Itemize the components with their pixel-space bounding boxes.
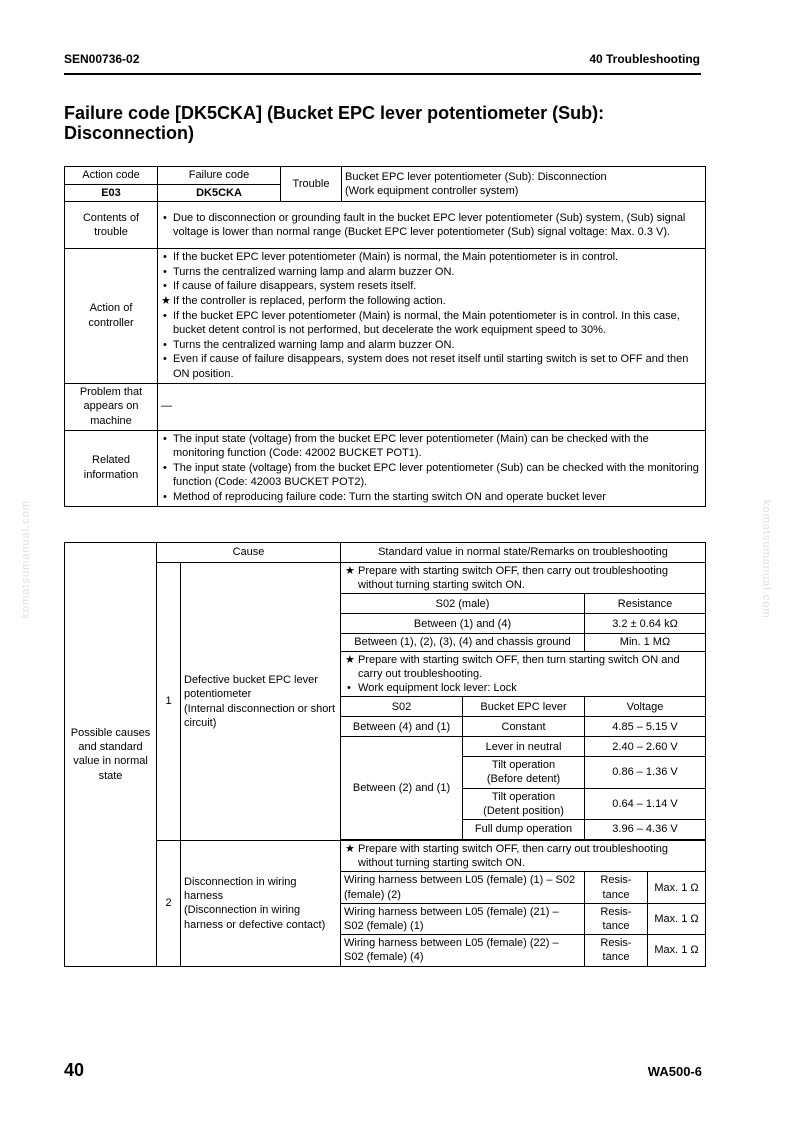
page-number: 40 <box>64 1060 85 1080</box>
action-item: • If the bucket EPC lever potentiometer (Main) is normal, the Main potentiometer is in control. <box>161 250 702 265</box>
cause-description: Defective bucket EPC lever potentiometer (Internal disconnection or short circuit) <box>181 563 341 841</box>
voltage-col-lever: Bucket EPC lever <box>463 697 585 717</box>
action-item: • If cause of failure disappears, system resets itself. <box>161 279 702 294</box>
action-item: • Even if cause of failure disappears, system does not reset itself until starting switch is set to OFF and then ON position. <box>161 352 702 381</box>
section-title: 40 Troubleshooting <box>589 52 700 66</box>
voltage-cell: 0.64 – 1.14 V <box>585 788 706 819</box>
harness-cell: Wiring harness between L05 (female) (22) – S02 (female) (4) <box>341 935 585 966</box>
resistance-col-resistance: Resistance <box>585 594 706 614</box>
voltage-cell: Tilt operation (Detent position) <box>463 788 585 819</box>
doc-code: SEN00736-02 <box>64 52 140 66</box>
resistance-col-connector: S02 (male) <box>341 594 585 614</box>
failure-info-table <box>64 166 706 507</box>
voltage-col-connector: S02 <box>341 697 463 717</box>
voltage-cell: 0.86 – 1.36 V <box>585 757 706 788</box>
voltage-cell: Between (2) and (1) <box>341 737 463 840</box>
page-title-line1: Failure code [DK5CKA] (Bucket EPC lever potentiometer (Sub): <box>64 103 605 123</box>
action-code-label: Action code <box>65 167 158 185</box>
problem-value: — <box>158 383 706 430</box>
voltage-cell: Between (4) and (1) <box>341 717 463 737</box>
harness-value: Max. 1 Ω <box>648 935 706 966</box>
action-star-note: ★ If the controller is replaced, perform the following action. <box>161 294 702 309</box>
problem-label: Problem that appears on machine <box>65 383 158 430</box>
harness-cell: Wiring harness between L05 (female) (21) – S02 (female) (1) <box>341 903 585 934</box>
cause-number: 1 <box>157 563 181 841</box>
action-code-value: E03 <box>65 184 158 202</box>
page-title-line2: Disconnection) <box>64 123 195 143</box>
trouble-line2: (Work equipment controller system) <box>345 185 519 198</box>
action-label: Action of controller <box>65 249 158 383</box>
harness-cell: Wiring harness between L05 (female) (1) – S02 (female) (2) <box>341 872 585 903</box>
related-item: • The input state (voltage) from the bucket EPC lever potentiometer (Sub) can be checked with the monitoring function (Code: 42003 BUCKET POT2). <box>161 461 702 490</box>
voltage-cell: 3.96 – 4.36 V <box>585 820 706 840</box>
page-title <box>64 103 704 143</box>
cause-header: Cause <box>157 543 341 563</box>
prep-note-text: ★ Prepare with starting switch OFF, then turn starting switch ON and carry out troubleshooting. <box>344 653 702 681</box>
contents-label: Contents of trouble <box>65 202 158 249</box>
voltage-cell: 2.40 – 2.60 V <box>585 737 706 757</box>
action-value <box>158 249 706 383</box>
voltage-cell: Full dump operation <box>463 820 585 840</box>
voltage-cell: Constant <box>463 717 585 737</box>
model-name: WA500-6 <box>647 1064 702 1079</box>
failure-code-value: DK5CKA <box>158 184 281 202</box>
causes-table <box>64 542 706 967</box>
resistance-cell: Between (1) and (4) <box>341 614 585 634</box>
prep-note-bullet: • Work equipment lock lever: Lock <box>344 681 702 695</box>
trouble-label: Trouble <box>281 167 342 202</box>
harness-kind: Resis- tance <box>585 872 648 903</box>
trouble-line1: Bucket EPC lever potentiometer (Sub): Disconnection <box>345 170 607 183</box>
trouble-value <box>342 167 706 202</box>
resistance-cell: 3.2 ± 0.64 kΩ <box>585 614 706 634</box>
voltage-cell: Tilt operation (Before detent) <box>463 757 585 788</box>
contents-item: • Due to disconnection or grounding fault in the bucket EPC lever potentiometer (Sub) system, (Sub) signal voltage is lower than normal range (Bucket EPC lever potentiometer (Sub) signal voltage: Max. 0.3 V). <box>161 211 702 240</box>
prep-note-text: ★ Prepare with starting switch OFF, then carry out troubleshooting without turning starting switch ON. <box>344 564 702 592</box>
voltage-cell: Lever in neutral <box>463 737 585 757</box>
harness-kind: Resis- tance <box>585 935 648 966</box>
watermark-left: komatsumanual.com <box>20 500 32 619</box>
action-item: • Turns the centralized warning lamp and alarm buzzer ON. <box>161 265 702 280</box>
failure-code-label: Failure code <box>158 167 281 185</box>
watermark-right: komatsumanual.com <box>760 500 772 619</box>
standard-value-header: Standard value in normal state/Remarks on troubleshooting <box>341 543 706 563</box>
prep-note <box>341 563 706 594</box>
possible-causes-label: Possible causes and standard value in normal state <box>65 543 157 967</box>
related-label: Related information <box>65 430 158 506</box>
action-item: • If the bucket EPC lever potentiometer (Main) is normal, the Main potentiometer is in control. In this case, bucket detent control is not performed, but decelerate the work equipment speed to 30%. <box>161 309 702 338</box>
related-item: • Method of reproducing failure code: Turn the starting switch ON and operate bucket lever <box>161 490 702 505</box>
voltage-col-voltage: Voltage <box>585 697 706 717</box>
prep-note <box>341 651 706 697</box>
cause-description: Disconnection in wiring harness (Disconnection in wiring harness or defective contact) <box>181 841 341 967</box>
action-item: • Turns the centralized warning lamp and alarm buzzer ON. <box>161 338 702 353</box>
resistance-cell: Min. 1 MΩ <box>585 634 706 651</box>
related-value <box>158 430 706 506</box>
harness-kind: Resis- tance <box>585 903 648 934</box>
voltage-cell: 4.85 – 5.15 V <box>585 717 706 737</box>
harness-value: Max. 1 Ω <box>648 903 706 934</box>
header-rule <box>64 73 701 75</box>
contents-value <box>158 202 706 249</box>
prep-note-text: ★ Prepare with starting switch OFF, then carry out troubleshooting without turning starting switch ON. <box>344 842 702 870</box>
prep-note <box>341 841 706 872</box>
related-item: • The input state (voltage) from the bucket EPC lever potentiometer (Main) can be checked with the monitoring function (Code: 42002 BUCKET POT1). <box>161 432 702 461</box>
resistance-cell: Between (1), (2), (3), (4) and chassis ground <box>341 634 585 651</box>
harness-value: Max. 1 Ω <box>648 872 706 903</box>
cause-number: 2 <box>157 841 181 967</box>
